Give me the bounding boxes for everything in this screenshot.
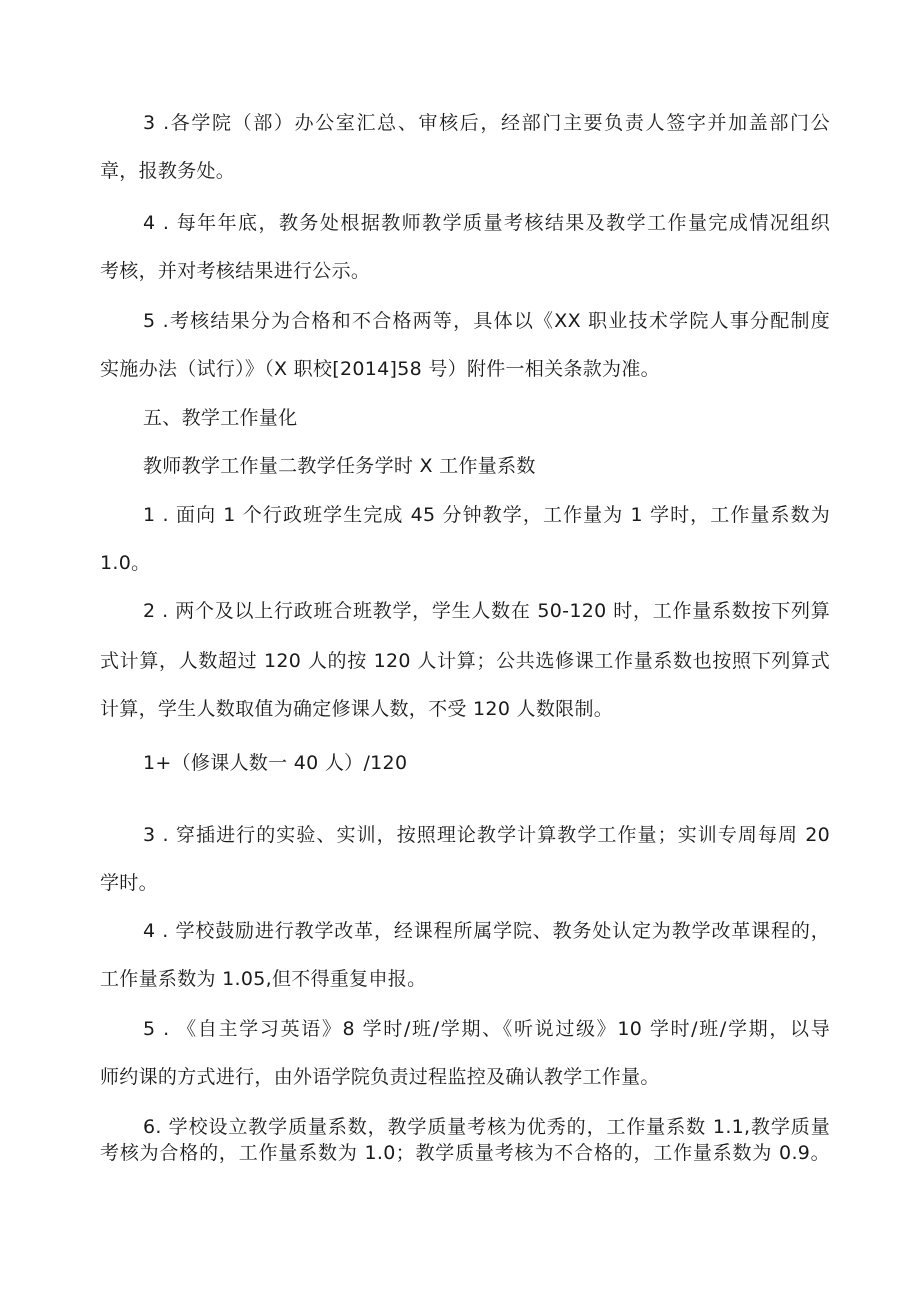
item-5-line-1: 5 . 《自主学习英语》8 学时/班/学期、《听说过级》10 学时/班/学期，以导 [143,1018,830,1040]
paragraph-2-line-2: 考核，并对考核结果进行公示。 [100,260,371,282]
item-1-line-1: 1 . 面向 1 个行政班学生完成 45 分钟教学，工作量为 1 学时，工作量系数为 [143,504,830,526]
item-5-line-2: 师约课的方式进行，由外语学院负责过程监控及确认教学工作量。 [100,1066,660,1088]
item-4-line-2: 工作量系数为 1.05,但不得重复申报。 [100,968,427,990]
item-4-line-1: 4 . 学校鼓励进行教学改革，经课程所属学院、教务处认定为教学改革课程的， [143,920,830,942]
item-3-line-1: 3 . 穿插进行的实验、实训，按照理论教学计算教学工作量；实训专周每周 20 [143,824,830,846]
item-2-line-3: 计算，学生人数取值为确定修课人数，不受 120 人数限制。 [100,698,614,720]
paragraph-3-line-2: 实施办法（试行）》（X 职校[2014]58 号）附件一相关条款为准。 [100,358,660,380]
paragraph-1-line-1: 3 .各学院（部）办公室汇总、审核后，经部门主要负责人签字并加盖部门公 [143,112,830,134]
paragraph-1-line-2: 章，报教务处。 [100,160,236,182]
item-1-line-2: 1.0。 [100,552,151,574]
item-6-line-2: 考核为合格的，工作量系数为 1.0；教学质量考核为不合格的，工作量系数为 0.9。 [100,1142,830,1164]
item-3-line-2: 学时。 [100,872,158,894]
workload-definition: 教师教学工作量二教学任务学时 X 工作量系数 [143,455,536,477]
paragraph-2-line-1: 4 . 每年年底，教务处根据教师教学质量考核结果及教学工作量完成情况组织 [143,212,830,234]
section-heading: 五、教学工作量化 [143,407,298,429]
item-6-line-1: 6. 学校设立教学质量系数，教学质量考核为优秀的，工作量系数 1.1,教学质量 [143,1116,830,1138]
coefficient-formula: 1+（修课人数一 40 人）/120 [143,752,408,774]
item-2-line-2: 式计算，人数超过 120 人的按 120 人计算；公共选修课工作量系数也按照下列算式 [100,650,830,672]
item-2-line-1: 2 . 两个及以上行政班合班教学，学生人数在 50-120 时，工作量系数按下列算 [143,600,830,622]
paragraph-3-line-1: 5 .考核结果分为合格和不合格两等，具体以《XX 职业技术学院人事分配制度 [143,310,830,332]
